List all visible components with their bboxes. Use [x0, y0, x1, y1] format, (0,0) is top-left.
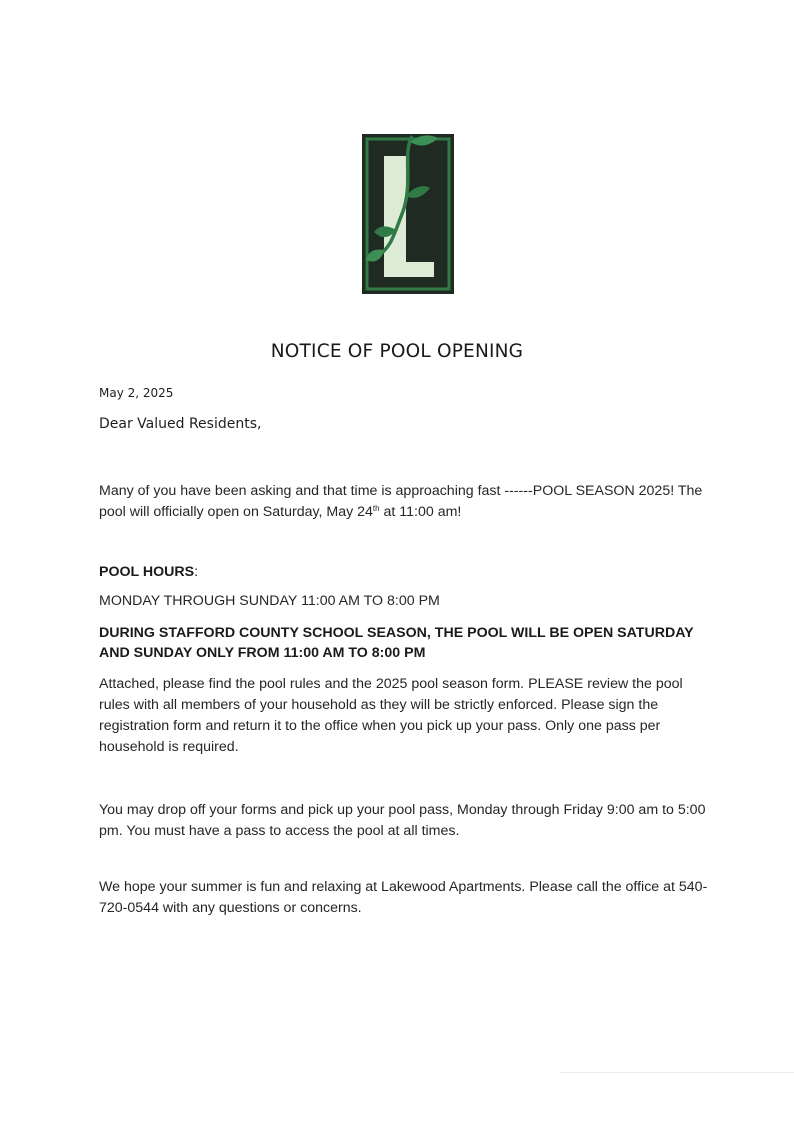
school-season-note: DURING STAFFORD COUNTY SCHOOL SEASON, THE POOL WILL BE OPEN SATURDAY AND SUNDAY ONLY FROM 11:00 AM TO 8:00 PM	[99, 625, 694, 661]
greeting: Dear Valued Residents,	[99, 416, 262, 432]
attached-paragraph: Attached, please find the pool rules and the 2025 pool season form. PLEASE review the pool rules with all members of your household as they will be strictly enforced. Please sign the registration form and return it to the office when you pick up your pass. Only one pass per household is required.	[99, 676, 683, 755]
intro-ordinal-suffix: th	[372, 504, 380, 513]
letter-date: May 2, 2025	[99, 386, 174, 400]
pool-hours-line: MONDAY THROUGH SUNDAY 11:00 AM TO 8:00 PM	[99, 593, 440, 609]
intro-paragraph	[99, 481, 709, 523]
notice-title: NOTICE OF POOL OPENING	[270, 341, 524, 362]
closing-paragraph: We hope your summer is fun and relaxing at Lakewood Apartments. Please call the office at 540-720-0544 with any questions or concerns.	[99, 879, 708, 916]
pool-hours-heading	[99, 564, 198, 580]
intro-text: Many of you have been asking and that time is approaching fast ------POOL SEASON 2025! The pool will officially open on Saturday, May 24	[99, 483, 703, 520]
scan-edge-line	[560, 1072, 794, 1073]
drop-off-paragraph: You may drop off your forms and pick up your pool pass, Monday through Friday 9:00 am to 5:00 pm. You must have a pass to access the pool at all times.	[99, 802, 706, 839]
logo-graphic	[362, 134, 454, 294]
pool-hours-colon: :	[194, 564, 199, 580]
lakewood-logo-icon	[362, 134, 454, 294]
pool-hours-label: POOL HOURS	[99, 564, 195, 580]
intro-time: at 11:00 am!	[379, 504, 462, 520]
